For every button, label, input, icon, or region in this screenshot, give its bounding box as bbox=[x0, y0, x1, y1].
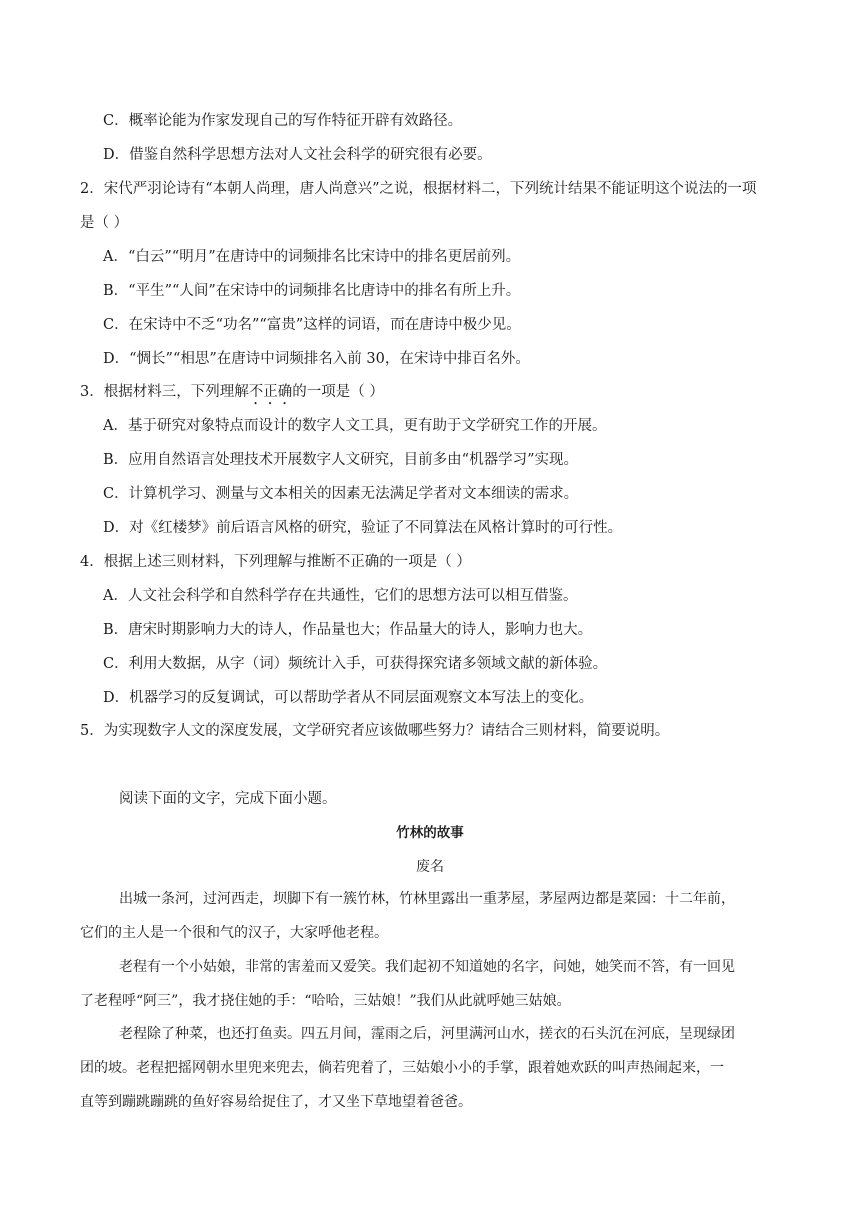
q3-option-a: A．基于研究对象特点而设计的数字人文工具，更有助于文学研究工作的开展。 bbox=[103, 418, 607, 434]
p2-line2: 了老程呼“阿三”，我才挠住她的手：“哈哈，三姑娘！”我们从此就呼她三姑娘。 bbox=[80, 993, 571, 1009]
q3-stem-pre: 3．根据材料三，下列理解 bbox=[80, 384, 249, 400]
reading-instruction: 阅读下面的文字，完成下面小题。 bbox=[119, 791, 337, 807]
q2-stem-line1: 2．宋代严羽论诗有“本朝人尚理，唐人尚意兴”之说，根据材料二，下列统计结果不能证明这个说法的一项 bbox=[80, 181, 757, 197]
q4-stem: 4．根据上述三则材料，下列理解与推断不正确的一项是（ ） bbox=[80, 554, 471, 570]
p3-line1: 老程除了种菜，也还打鱼卖。四五月间，霪雨之后，河里满河山水，搓衣的石头沉在河底，呈现绿团 bbox=[119, 1026, 735, 1042]
story-author: 废名 bbox=[416, 859, 444, 875]
q4-option-d: D．机器学习的反复调试，可以帮助学者从不同层面观察文本写法上的变化。 bbox=[103, 690, 594, 706]
q3-option-d: D．对《红楼梦》前后语言风格的研究，验证了不同算法在风格计算时的可行性。 bbox=[103, 520, 623, 536]
q3-option-c: C．计算机学习、测量与文本相关的因素无法满足学者对文本细读的需求。 bbox=[103, 486, 579, 502]
q2-option-c: C．在宋诗中不乏“功名”“富贵”这样的词语，而在唐诗中极少见。 bbox=[103, 317, 521, 333]
q1-option-d: D．借鉴自然科学思想方法对人文社会科学的研究很有必要。 bbox=[103, 147, 492, 163]
p3-line3: 直等到蹦跳蹦跳的鱼好容易给捉住了，才又坐下草地望着爸爸。 bbox=[80, 1094, 472, 1110]
p1-line1: 出城一条河，过河西走，坝脚下有一簇竹林，竹林里露出一重茅屋，茅屋两边都是菜园：十二年前， bbox=[119, 891, 735, 907]
q4-option-a: A．人文社会科学和自然科学存在共通性，它们的思想方法可以相互借鉴。 bbox=[103, 588, 578, 604]
q2-option-b: B．“平生”“人间”在宋诗中的词频排名比唐诗中的排名有所上升。 bbox=[103, 283, 521, 299]
q3-stem bbox=[80, 382, 384, 408]
q3-stem-emphasis: 不正确 bbox=[248, 384, 293, 400]
q2-option-d: D．“惆长”“相思”在唐诗中词频排名入前 30，在宋诗中排百名外。 bbox=[103, 351, 530, 367]
q4-option-b: B．唐宋时期影响力大的诗人，作品量也大；作品量大的诗人，影响力也大。 bbox=[103, 622, 593, 638]
q5-stem: 5．为实现数字人文的深度发展，文学研究者应该做哪些努力？请结合三则材料，简要说明。 bbox=[80, 723, 670, 739]
p1-line2: 它们的主人是一个很和气的汉子，大家呼他老程。 bbox=[80, 925, 388, 941]
q1-option-c: C．概率论能为作家发现自己的写作特征开辟有效路径。 bbox=[103, 113, 463, 129]
story-title: 竹林的故事 bbox=[396, 825, 464, 841]
q3-stem-post: 的一项是（ ） bbox=[292, 384, 384, 400]
q2-stem-line2: 是（ ） bbox=[80, 215, 129, 231]
p2-line1: 老程有一个小姑娘，非常的害羞而又爱笑。我们起初不知道她的名字，问她，她笑而不答，有一回见 bbox=[119, 959, 735, 975]
q2-option-a: A．“白云”“明月”在唐诗中的词频排名比宋诗中的排名更居前列。 bbox=[103, 249, 521, 265]
q4-option-c: C．利用大数据，从字（词）频统计入手，可获得探究诸多领域文献的新体验。 bbox=[103, 656, 608, 672]
q3-option-b: B．应用自然语言处理技术开展数字人文研究，目前多由“机器学习”实现。 bbox=[103, 452, 578, 468]
p3-line2: 团的坡。老程把摇网朝水里兜来兜去，倘若兜着了，三姑娘小小的手掌，跟着她欢跃的叫声热闹起来，一 bbox=[80, 1060, 724, 1076]
